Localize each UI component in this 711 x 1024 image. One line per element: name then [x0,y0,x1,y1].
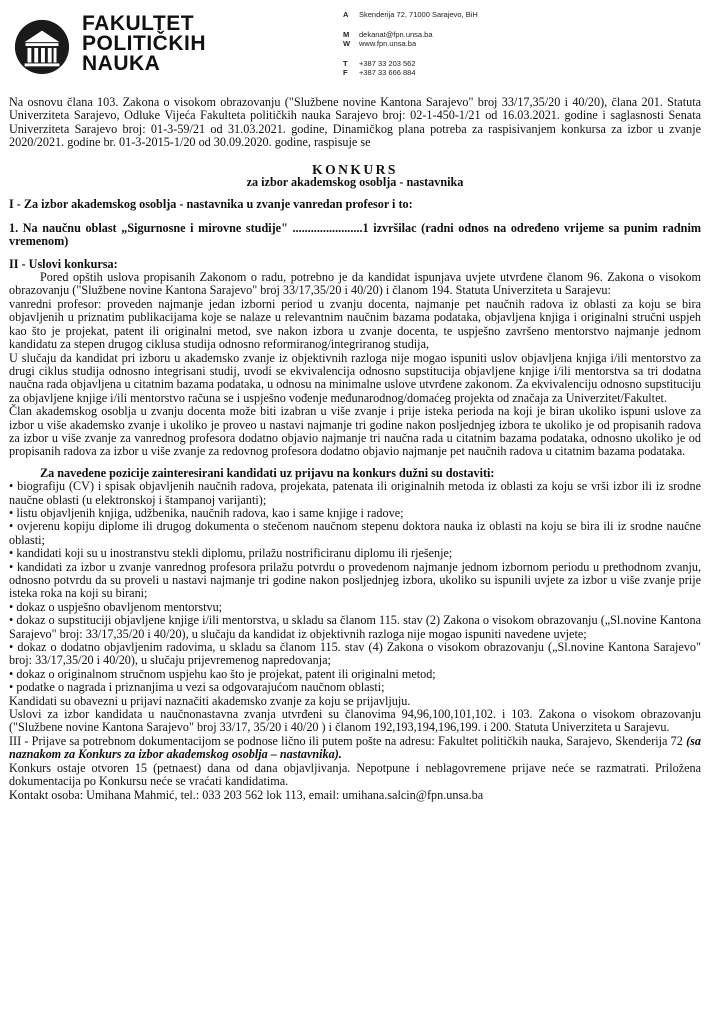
contact-key: M [343,29,350,39]
faculty-logo-icon [13,18,71,76]
document-list-item: • kandidati koji su u inostranstvu stekli diplomu, prilažu nostrificiranu diplomu ili rješenje; [9,547,701,560]
intro-paragraph: Na osnovu člana 103. Zakona o visokom obrazovanju ("Službene novine Kantona Sarajevo" broj 33/17,35/20 i 40/20), člana 201. Statuta Univerziteta Sarajevo, Odluke Vijeća Fakulteta političkih nauka Sarajevo broj: 02-1-450-1/21 od 16.03.2021. godine i saglasnosti Senata Univerziteta Sarajevo broj: 01-3-59/21 od 31.03.2021. godine, Dinamičkog plana potreba za raspisivanjem konkursa za izbor u zvanje 2020/2021. godine br. 01-3-2015-1/20 od 30.09.2020. godine, raspisuje se [9,95,701,150]
scientific-area: 1. Na naučnu oblast „Sigurnosne i mirovne studije" .......................1 izvršilac (radni odnos na određeno vrijeme sa punim radnim vremenom) [9,220,701,249]
contact-web [343,39,478,49]
document-list-item: • dokaz o dodatno objavljenim radovima, u skladu sa članom 115. stav (4) Zakona o visokom obrazovanju („Sl.novine Kantona Sarajevo" broj: 33/17,35/20 i 40/20), u slučaju prijevremenog napredovanja; [9,641,701,668]
associate-professor-conditions: vanredni profesor: proveden najmanje jedan izborni period u zvanju docenta, najmanje pet naučnih radova iz oblasti za koju se bira objavljenih u priznatim publikacijama koje se nalaze u relevantnim naučnim bazama podataka, objavljena knjiga i originalni stručni uspjeh kao što je projekat, patent ili originalni metod, sve nakon izbora u zvanje docenta, te uspješno završeno mentorstvo najmanje jednom kandidatu za stepen drugog ciklusa studija odnosno reformiranog/integriranog studija, [9,296,701,352]
contact-key: F [343,68,348,77]
faculty-name-line: FAKULTET [82,12,195,35]
conditions-reference: Uslovi za izbor kandidata u naučnonastavna zvanja utvrđeni su članovima 94,96,100,101,102. i 103. Zakona o visokom obrazovanju ("Službene novine Kantona Sarajevo" broj 33/17, 35/20 i 40/20 ) i članom 192,193,194,196,199. i 200. Statuta Univerziteta u Sarajevu. [9,707,701,735]
submission-note: (sa naznakom za Konkurs za izbor akademskog osoblja – nastavnika). [9,733,701,762]
closing-paragraph: Konkurs ostaje otvoren 15 (petnaest) dana od dana objavljivanja. Nepotpune i neblagovremene prijave neće se razmatrati. Priložena dokumentacija po Konkursu neće se vraćati kandidatima. [9,760,701,789]
submission-text: III - Prijave sa potrebnom dokumentacijom se podnose lično ili putem pošte na adresu: Fakultet političkih nauka, Sarajevo, Skenderija 72 [9,733,687,748]
contact-fax [343,68,478,78]
document-list-item: • dokaz o supstituciji objavljene knjige i/ili mentorstva, u skladu sa članom 115. stav (2) Zakona o visokom obrazovanju („Sl.novine Kantona Sarajevo" broj: 33/17,35/20 i 40/20), u slučaju da kandidat iz objektivnih razloga nije mogao ispuniti navedene uvjete; [9,614,701,641]
document-list-item: • podatke o nagrada i priznanjima u vezi sa odgovarajućom naučnom oblasti; [9,681,701,694]
document-title: KONKURS [312,161,398,177]
contact-value: +387 33 203 562 [359,58,416,68]
document-list-item: • ovjerenu kopiju diplome ili drugog dokumenta o stečenom naučnom stepenu doktora nauka iz oblasti na koju se bira ili iz srodne naučne oblasti; [9,520,701,547]
contact-mail [343,30,478,40]
contact-key: A [343,10,349,19]
contact-value: dekanat@fpn.unsa.ba [359,29,433,39]
section-heading: II - Uslovi konkursa: [9,256,118,271]
faculty-name-line: NAUKA [82,52,161,75]
submission-paragraph [9,735,701,762]
contact-phone [343,59,478,69]
conditions-intro: Pored opštih uslova propisanih Zakonom o radu, potrebno je da kandidat ispunjava uvjete utvrđene članom 96. Zakona o visokom obrazovanju ("Službene novine Kantona Sarajevo" broj 33/17,35/20 i 40/20) i članom 194. Statuta Univerziteta u Sarajevu: [9,270,701,298]
documents-heading: Za navedene pozicije zainteresirani kandidati uz prijavu na konkurs dužni su dostaviti: [40,465,495,480]
docent-rule-paragraph: Član akademskog osoblja u zvanju docenta može biti izabran u više zvanje i prije isteka perioda na koji je biran ukoliko ispuni uslove za izbor u više akademsko zvanje i ukoliko je proveo u nastavi najmanje tri godine nakon posljednjeg izbora te ukoliko je od propisanih radova za izbor u više zvanje za vanrednog profesora dodatno objavio najmanje tri naučna rada u citatnim bazama podataka, odnosno ukoliko je od propisanih radova za izbor u više zvanje za redovnog profesora dodatno objavio najmanje pet naučnih radova u citatnim bazama podataka. [9,404,701,459]
document-list-item: • dokaz o originalnom stručnom uspjehu kao što je projekat, patent ili originalni metod; [9,668,701,681]
document-list-item: • kandidati za izbor u zvanje vanrednog profesora prilažu potvrdu o provedenom najmanje jednom izbornom periodu u prethodnom zvanju, odnosno potvrdu da su proveli u nastavi najmanje tri godine nakon posljednjeg izbora, ukoliko su ispunili uvjete za izbor u više zvanje prije isteka roka na koji su birani; [9,561,701,601]
section-heading: I - Za izbor akademskog osoblja - nastavnika u zvanje vanredan profesor i to: [9,197,413,212]
faculty-name [82,14,206,74]
contact-value: Skenderija 72, 71000 Sarajevo, BiH [359,10,478,19]
faculty-name-line: POLITIČKIH [82,32,206,55]
contact-key: T [343,58,348,68]
obligation-paragraph: Kandidati su obavezni u prijavi naznačiti akademsko zvanje za koju se prijavljuju. [9,693,411,708]
contact-person: Kontakt osoba: Umihana Mahmić, tel.: 033 203 562 lok 113, email: umihana.salcin@fpn.unsa.ba [9,787,484,802]
document-body [9,96,701,802]
document-list-item: • listu objavljenih knjiga, udžbenika, naučnih radova, kao i same knjige i radove; [9,507,701,520]
contact-value: www.fpn.unsa.ba [359,39,417,48]
document-list-item: • dokaz o uspješno obavljenom mentorstvu; [9,601,701,614]
contact-block [343,10,478,78]
equivalence-paragraph: U slučaju da kandidat pri izboru u akademsko zvanje iz objektivnih razloga nije mogao ispuniti uslov objavljena knjiga i/ili mentorstvo za drugi ciklus studija odnosno integrisani studij, uvodi se ekvivalencija odnosno supstitucija objavljene knjige i/ili mentorstva sa tri dodatna naučna rada objavljena u citatnim bazama podataka, u odnosu na minimalne uslove utvrđene zakonom. Za ekvivalenciju odnosno supstituciju za objavljene knjige i/ili mentorstvo računa se i uspješno vođenje međunarodnog/domaćeg projekta od značaja za Univerzitet/Fakultet. [9,350,701,405]
document-subtitle: za izbor akademskog osoblja - nastavnika [246,175,464,190]
contact-address [343,10,478,20]
contact-value: +387 33 666 884 [359,68,416,77]
document-list-item: • biografiju (CV) i spisak objavljenih naučnih radova, projekata, patenata ili originalnih metoda iz oblasti za koju se vrši izbor ili iz srodne naučne oblasti (u elektronskoj i štampanoj varijanti); [9,480,701,507]
contact-key: W [343,39,351,48]
